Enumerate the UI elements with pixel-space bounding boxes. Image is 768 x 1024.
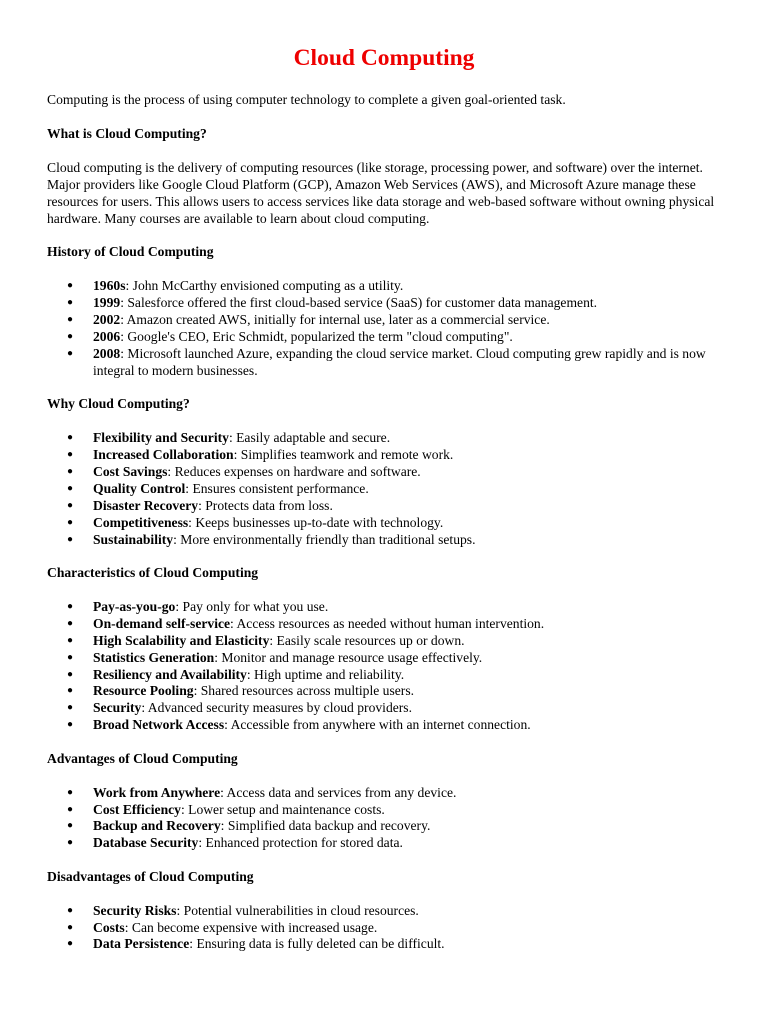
list-item [47,818,727,835]
section-heading-disadvantages: Disadvantages of Cloud Computing [47,868,254,884]
item-term: Statistics Generation [93,649,215,665]
what-paragraph: Cloud computing is the delivery of computing resources (like storage, processing power, and software) over the internet. Major providers like Google Cloud Platform (GCP), Amazon Web Services (AWS), and Microsoft Azure manage these resources for users. This allows users to access services like data storage and web-based software without owning physical hardware. Many courses are available to learn about cloud computing. [47,159,715,226]
item-desc: : More environmentally friendly than traditional setups. [173,531,476,547]
bullet-icon: ● [67,651,74,663]
bullet-icon: ● [67,331,74,343]
item-desc: : Keeps businesses up-to-date with technology. [188,514,444,530]
bullet-icon: ● [67,499,74,511]
list-item [47,683,727,700]
bullet-icon: ● [67,466,74,477]
item-desc: : Shared resources across multiple users. [193,683,415,699]
list-item [47,936,727,953]
bullet-icon: ● [67,921,74,933]
document-page [47,40,727,970]
bullet-icon: ● [67,719,74,731]
list-item [47,447,727,464]
why-list [47,430,727,548]
item-desc: : Protects data from loss. [198,497,333,513]
item-term: Backup and Recovery [93,818,221,834]
list-item [47,616,727,633]
bullet-icon: ● [67,482,74,494]
item-term: Costs [93,919,125,935]
item-desc: : Accessible from anywhere with an internet connection. [224,717,531,733]
characteristics-list [47,599,727,734]
item-desc: : Advanced security measures by cloud providers. [141,700,412,716]
item-term: 1999 [93,295,121,311]
list-item [47,700,727,717]
item-term: Pay-as-you-go [93,598,176,614]
item-desc: : Simplified data backup and recovery. [220,818,431,834]
bullet-icon: ● [67,600,74,612]
bullet-icon: ● [67,702,74,714]
item-desc: : Monitor and manage resource usage effectively. [214,649,483,665]
bullet-icon: ● [67,786,74,798]
item-desc: : Salesforce offered the first cloud-based service (SaaS) for customer data management. [120,295,598,311]
item-desc: : Easily adaptable and secure. [228,430,391,446]
bullet-icon: ● [67,432,74,444]
bullet-icon: ● [67,803,74,815]
item-desc: : Access data and services from any device. [220,784,457,800]
bullet-icon: ● [67,617,74,629]
item-term: Security Risks [93,902,177,918]
item-term: Database Security [93,835,199,851]
item-term: 2008 [93,345,121,361]
item-desc: : Amazon created AWS, initially for internal use, later as a commercial service. [120,312,550,328]
item-desc: : Simplifies teamwork and remote work. [233,447,454,463]
list-item [47,633,727,650]
item-desc: : John McCarthy envisioned computing as a utility. [125,278,404,294]
item-term: Security [93,700,142,716]
item-desc: : Lower setup and maintenance costs. [180,801,385,817]
bullet-icon: ● [67,280,74,292]
list-item [47,312,727,329]
item-desc: : Easily scale resources up or down. [269,632,465,648]
item-term: High Scalability and Elasticity [93,632,270,648]
list-item [47,802,727,819]
advantages-list [47,785,727,853]
item-term: Broad Network Access [93,717,225,733]
item-desc: : Pay only for what you use. [175,598,329,614]
section-heading-characteristics: Characteristics of Cloud Computing [47,565,259,581]
item-desc: : Enhanced protection for stored data. [198,835,403,851]
item-desc: : High uptime and reliability. [246,666,405,682]
list-item [47,785,727,802]
item-term: Resiliency and Availability [93,666,247,682]
item-desc: : Potential vulnerabilities in cloud resources. [176,902,419,918]
history-list [47,278,727,379]
disadvantages-list [47,903,727,954]
section-heading-why: Why Cloud Computing? [47,396,190,412]
list-item [47,295,727,312]
bullet-icon: ● [67,533,74,545]
bullet-icon: ● [67,449,74,461]
list-item [47,835,727,852]
list-item [47,346,727,380]
item-term: 2002 [93,312,121,328]
item-desc: : Ensuring data is fully deleted can be difficult. [189,936,445,952]
list-item [47,498,727,515]
item-desc: : Reduces expenses on hardware and software. [167,464,421,479]
bullet-icon: ● [67,347,74,359]
item-term: 1960s [93,278,126,294]
list-item [47,278,727,295]
item-term: On-demand self-service [93,615,231,631]
bullet-icon: ● [67,837,74,849]
list-item [47,515,727,532]
item-desc: : Google's CEO, Eric Schmidt, popularized the term "cloud computing". [120,329,513,345]
list-item [47,481,727,498]
list-item [47,532,727,549]
list-item [47,329,727,346]
list-item [47,650,727,667]
item-term: Increased Collaboration [93,447,234,463]
item-term: Competitiveness [93,514,189,530]
bullet-icon: ● [67,685,74,697]
section-heading-history: History of Cloud Computing [47,244,214,260]
item-term: Quality Control [93,480,186,496]
bullet-icon: ● [67,297,74,309]
item-term: Resource Pooling [93,683,194,699]
page-title: Cloud Computing [293,45,475,71]
item-desc: : Ensures consistent performance. [185,480,369,496]
list-item [47,464,727,481]
list-item [47,599,727,616]
bullet-icon: ● [67,938,74,950]
list-item [47,667,727,684]
item-term: Disaster Recovery [93,497,199,513]
item-desc: : Microsoft launched Azure, expanding the cloud service market. Cloud computing grew rapidly and is now integral to modern businesses. [93,345,706,378]
bullet-icon: ● [67,516,74,528]
bullet-icon: ● [67,314,74,326]
item-term: Flexibility and Security [93,430,229,446]
intro-paragraph: Computing is the process of using computer technology to complete a given goal-oriented task. [47,92,566,107]
item-term: Data Persistence [93,936,190,952]
item-desc: : Access resources as needed without human intervention. [230,615,545,631]
bullet-icon: ● [67,820,74,832]
list-item [47,430,727,447]
item-term: Cost Efficiency [93,801,181,817]
item-term: Work from Anywhere [93,784,221,800]
item-term: Sustainability [93,531,174,547]
list-item [47,903,727,920]
bullet-icon: ● [67,634,74,646]
section-heading-what: What is Cloud Computing? [47,125,207,141]
item-desc: : Can become expensive with increased usage. [124,919,378,935]
section-heading-advantages: Advantages of Cloud Computing [47,750,238,766]
list-item [47,717,727,734]
item-term: Cost Savings [93,464,168,479]
item-term: 2006 [93,329,121,345]
list-item [47,920,727,937]
bullet-icon: ● [67,668,74,680]
bullet-icon: ● [67,904,74,916]
